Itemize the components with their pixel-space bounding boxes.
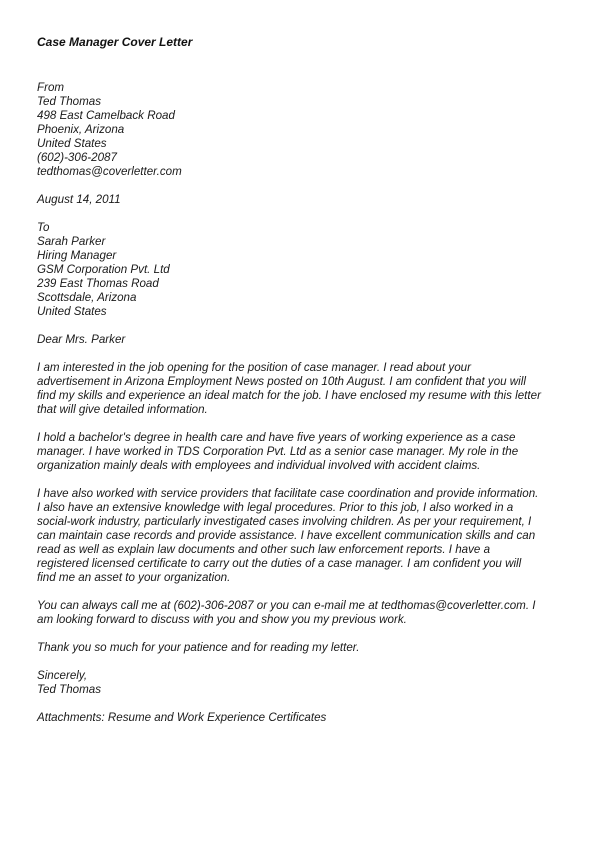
recipient-position: Hiring Manager [37,249,117,262]
recipient-label: To [37,221,50,234]
recipient-city: Scottsdale, Arizona [37,291,137,304]
paragraph-line: am looking forward to discuss with you and show you my previous work. [37,613,407,626]
closing-text: Sincerely, [37,669,88,682]
paragraph-line: You can always call me at (602)-306-2087 or you can e-mail me at tedthomas@coverletter.com. I [37,599,536,612]
paragraph-line: social-work industry, particularly investigated cases involving children. As per your requirement, I [37,515,532,528]
body-paragraph-4 [37,599,572,627]
paragraph-line: advertisement in Arizona Employment News posted on 10th August. I am confident that you will [37,375,526,388]
sender-phone: (602)-306-2087 [37,151,117,164]
attachments-note [37,711,572,725]
paragraph-line: organization mainly deals with employees and individual involved with accident claims. [37,459,481,472]
sender-address [37,81,572,179]
cover-letter [37,35,572,739]
body-paragraph-3 [37,487,572,585]
recipient-name: Sarah Parker [37,235,106,248]
sender-city: Phoenix, Arizona [37,123,125,136]
paragraph-line: Thank you so much for your patience and for reading my letter. [37,641,360,654]
sender-country: United States [37,137,107,150]
letter-title: Case Manager Cover Letter [37,35,193,49]
body-paragraph-1 [37,361,572,417]
paragraph-line: registered licensed certificate to carry out the duties of a case manager. I am confident you will [37,557,522,570]
body-paragraph-2 [37,431,572,473]
paragraph-line: manager. I have worked in TDS Corporation Pvt. Ltd as a senior case manager. My role in the [37,445,519,458]
signature-name: Ted Thomas [37,683,102,696]
paragraph-line: read as well as explain law documents and other such law enforcement reports. I have a [37,543,491,556]
recipient-company: GSM Corporation Pvt. Ltd [37,263,170,276]
sender-name: Ted Thomas [37,95,102,108]
paragraph-line: I hold a bachelor's degree in health care and have five years of working experience as a case [37,431,516,444]
recipient-country: United States [37,305,107,318]
date-text: August 14, 2011 [37,193,121,206]
recipient-address [37,221,572,319]
paragraph-line: can maintain case records and provide assistance. I have excellent communication skills and can [37,529,536,542]
sender-street: 498 East Camelback Road [37,109,175,122]
sender-label: From [37,81,65,94]
sender-email: tedthomas@coverletter.com [37,165,182,178]
paragraph-line: I am interested in the job opening for the position of case manager. I read about your [37,361,471,374]
salutation-text: Dear Mrs. Parker [37,333,126,346]
paragraph-line: find me an asset to your organization. [37,571,231,584]
paragraph-line: find my skills and experience an ideal match for the job. I have enclosed my resume with this letter [37,389,541,402]
paragraph-line: I have also worked with service providers that facilitate case coordination and provide information. [37,487,539,500]
attachments-text: Attachments: Resume and Work Experience Certificates [37,711,327,724]
recipient-street: 239 East Thomas Road [37,277,159,290]
body-paragraph-5 [37,641,572,655]
closing-block [37,669,572,697]
paragraph-line: I also have an extensive knowledge with legal procedures. Prior to this job, I also worked in a [37,501,514,514]
letter-date [37,193,572,207]
salutation [37,333,572,347]
paragraph-line: that will give detailed information. [37,403,208,416]
